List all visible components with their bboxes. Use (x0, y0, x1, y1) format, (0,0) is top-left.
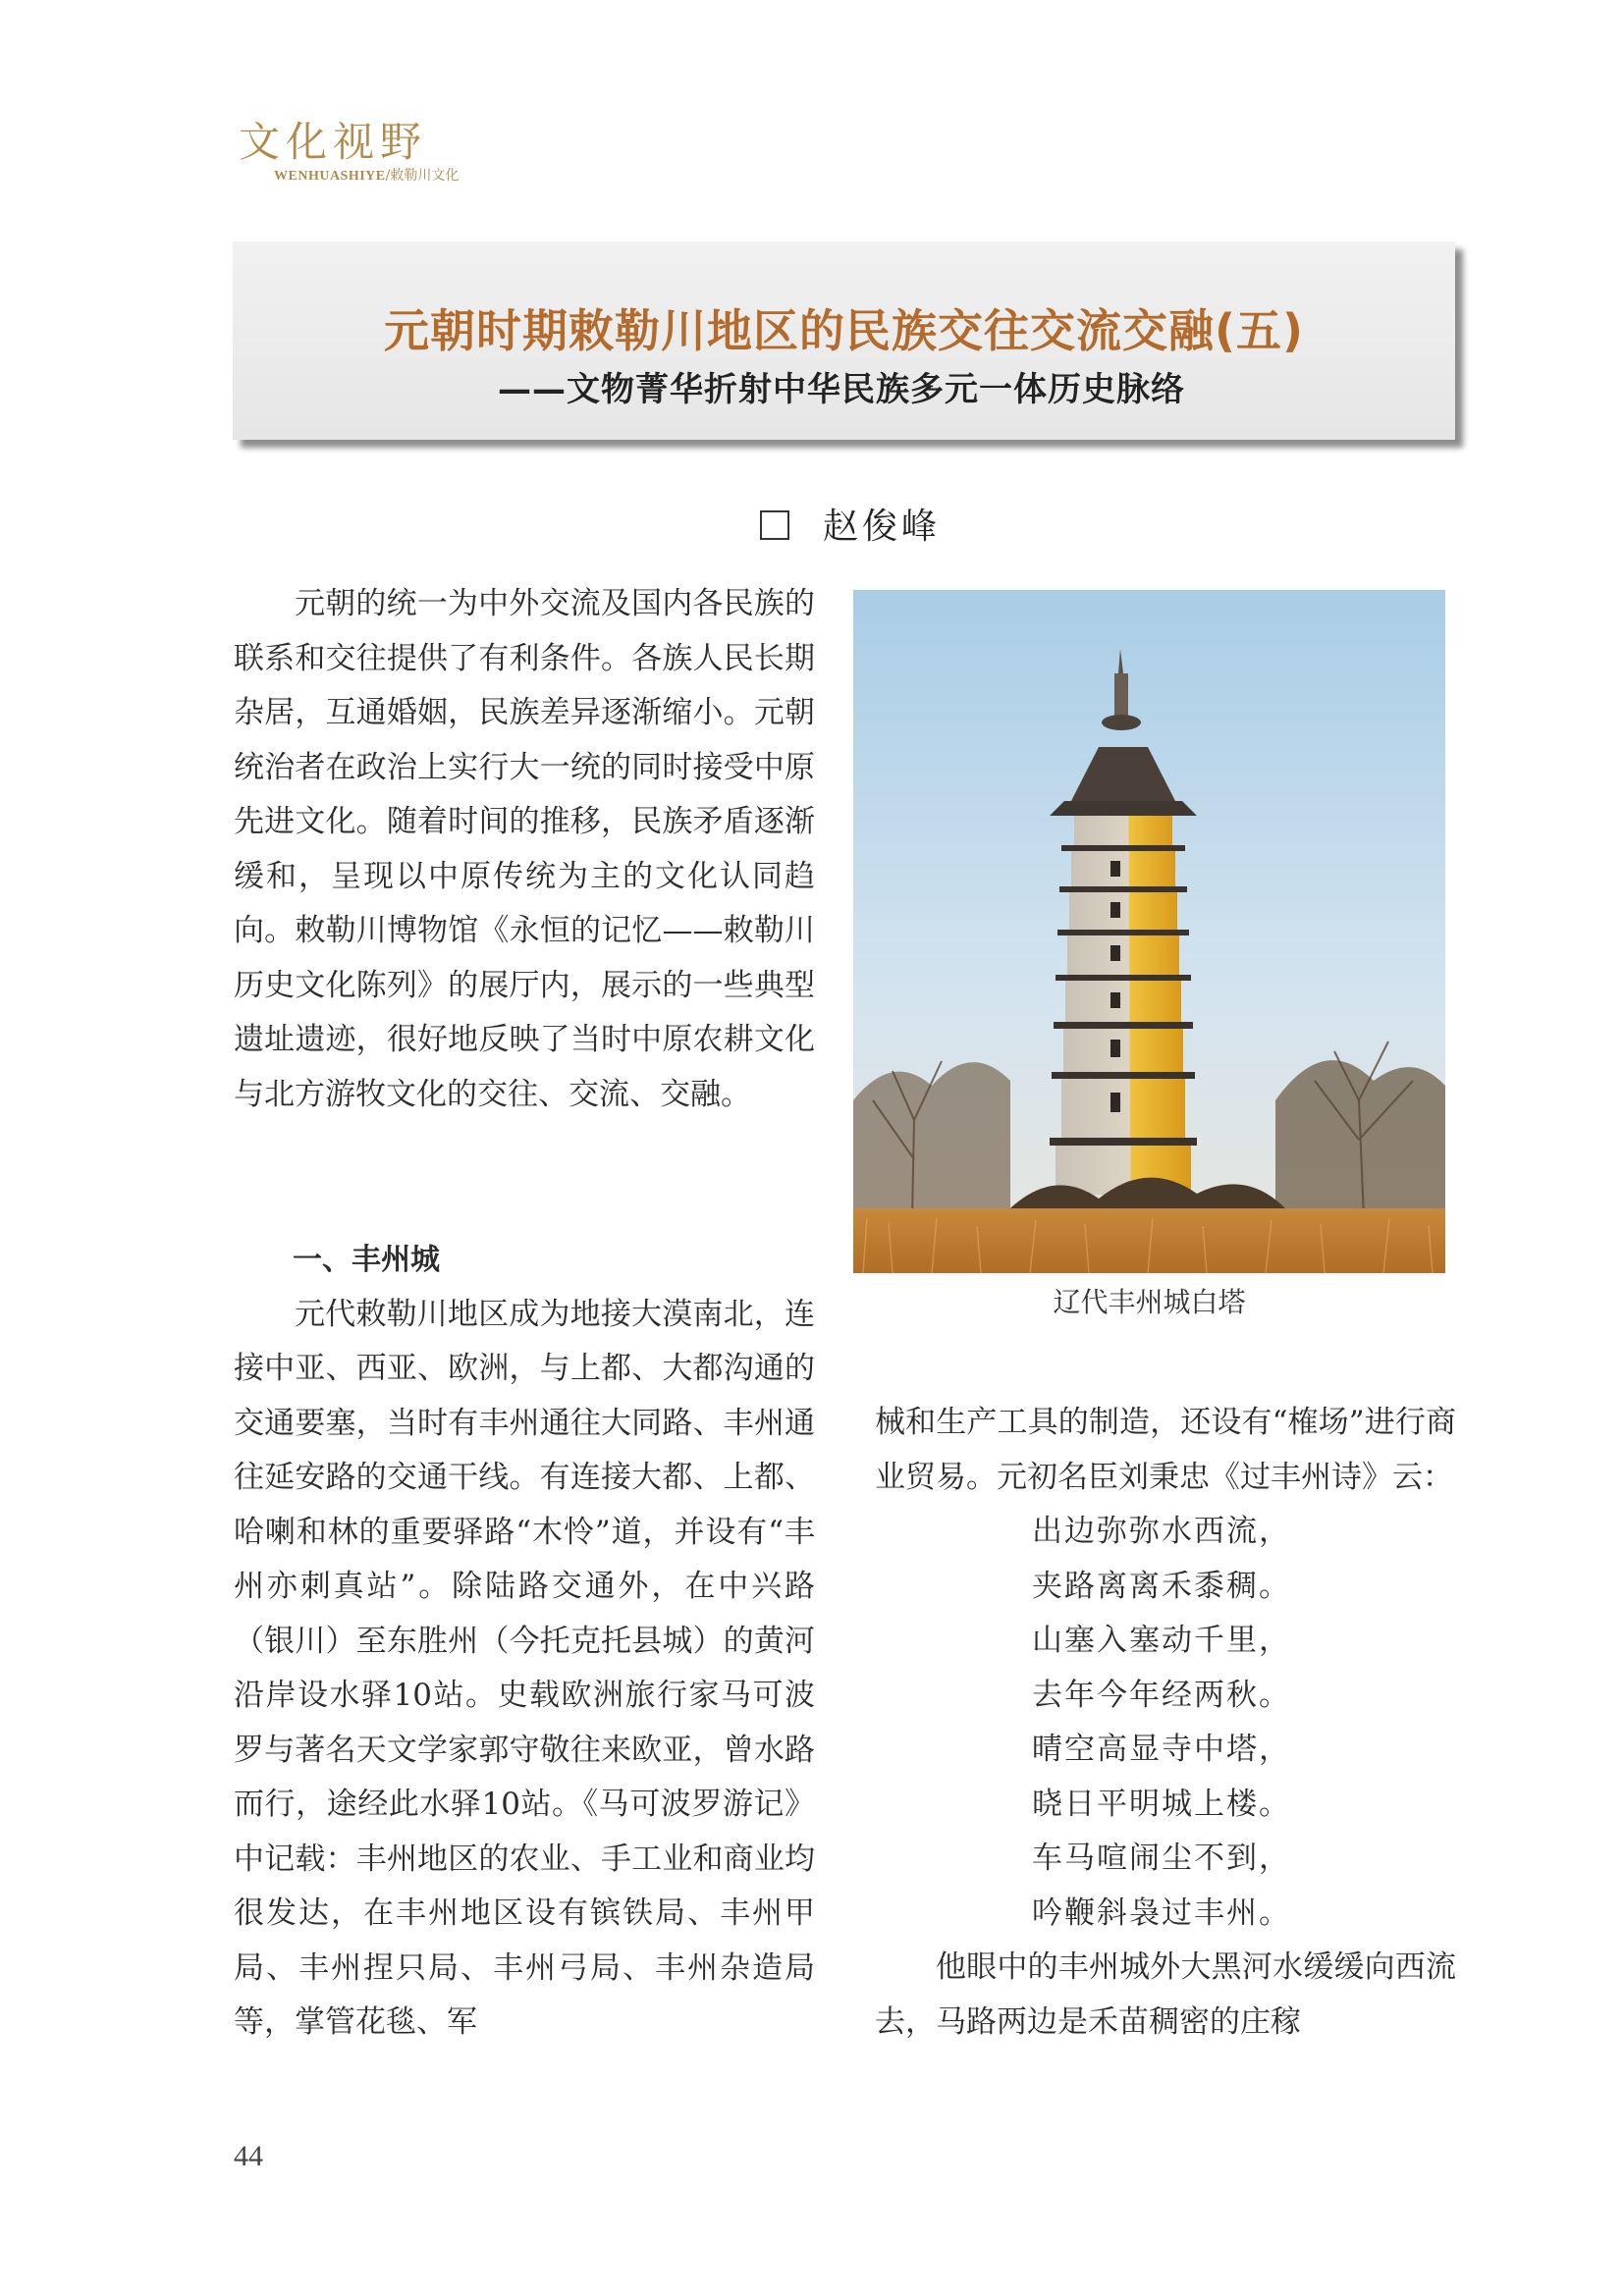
intro-paragraph: 元朝的统一为中外交流及国内各民族的联系和交往提供了有利条件。各族人民长期杂居，互通婚姻，民族差异逐渐缩小。元朝统治者在政治上实行大一统的同时接受中原先进文化。随着时间的推移，民族矛盾逐渐缓和，呈现以中原传统为主的文化认同趋向。敕勒川博物馆《永恒的记忆——敕勒川历史文化陈列》的展厅内，展示的一些典型遗址遗迹，很好地反映了当时中原农耕文化与北方游牧文化的交往、交流、交融。 (234, 586, 815, 1112)
white-pagoda-photo (853, 590, 1445, 1273)
poem-line: 夹路离离禾黍稠。 (1032, 1568, 1291, 1604)
right-column (875, 1396, 1456, 2050)
poem-line: 山塞入塞动千里， (1032, 1623, 1291, 1658)
intro-column (234, 577, 815, 1122)
right-paragraph-1: 械和生产工具的制造，还设有“榷场”进行商业贸易。元初名臣刘秉忠《过丰州诗》云： (875, 1405, 1456, 1495)
poem-line: 出边弥弥水西流， (1032, 1514, 1291, 1549)
poem-line: 晓日平明城上楼。 (1032, 1786, 1291, 1822)
section-subtitle-sep: / (385, 168, 391, 184)
page-number: 44 (234, 2140, 263, 2172)
section-subtitle (274, 165, 459, 185)
byline-square-icon (760, 510, 789, 540)
article-title: 元朝时期敕勒川地区的民族交往交流交融(五) (383, 304, 1305, 357)
poem-line: 晴空高显寺中塔， (1032, 1732, 1291, 1767)
section-subtitle-cn: 敕勒川文化 (390, 168, 460, 184)
right-paragraph-2: 他眼中的丰州城外大黑河水缓缓向西流去，马路两边是禾苗稠密的庄稼 (875, 1949, 1456, 2040)
poem-line: 车马喧闹尘不到， (1032, 1841, 1291, 1876)
article-subtitle: ——文物菁华折射中华民族多元一体历史脉络 (498, 370, 1185, 409)
section-subtitle-en: WENHUASHIYE (274, 169, 386, 184)
section-heading: 一、丰州城 (293, 1243, 440, 1277)
section-title: 文化视野 (239, 118, 428, 166)
photo-caption: 辽代丰州城白塔 (1053, 1286, 1246, 1318)
article-title-box (233, 241, 1455, 440)
author-name: 赵俊峰 (823, 507, 942, 547)
poem-line: 去年今年经两秋。 (1032, 1677, 1291, 1713)
poem-line: 吟鞭斜袅过丰州。 (1032, 1895, 1291, 1931)
section1-column (234, 1233, 815, 2051)
section1-paragraph: 元代敕勒川地区成为地接大漠南北，连接中亚、西亚、欧洲，与上都、大都沟通的交通要塞，当时有丰州通往大同路、丰州通往延安路的交通干线。有连接大都、上都、哈喇和林的重要驿路“木怜”道，并设有“丰州亦刺真站”。除陆路交通外，在中兴路（银川）至东胜州（今托克托县城）的黄河沿岸设水驿10站。史载欧洲旅行家马可波罗与著名天文学家郭守敬往来欧亚，曾水路而行，途经此水驿10站。《马可波罗游记》中记载：丰州地区的农业、手工业和商业均很发达，在丰州地区设有镔铁局、丰州甲局、丰州捏只局、丰州弓局、丰州杂造局等，掌管花毯、军 (234, 1296, 815, 2040)
